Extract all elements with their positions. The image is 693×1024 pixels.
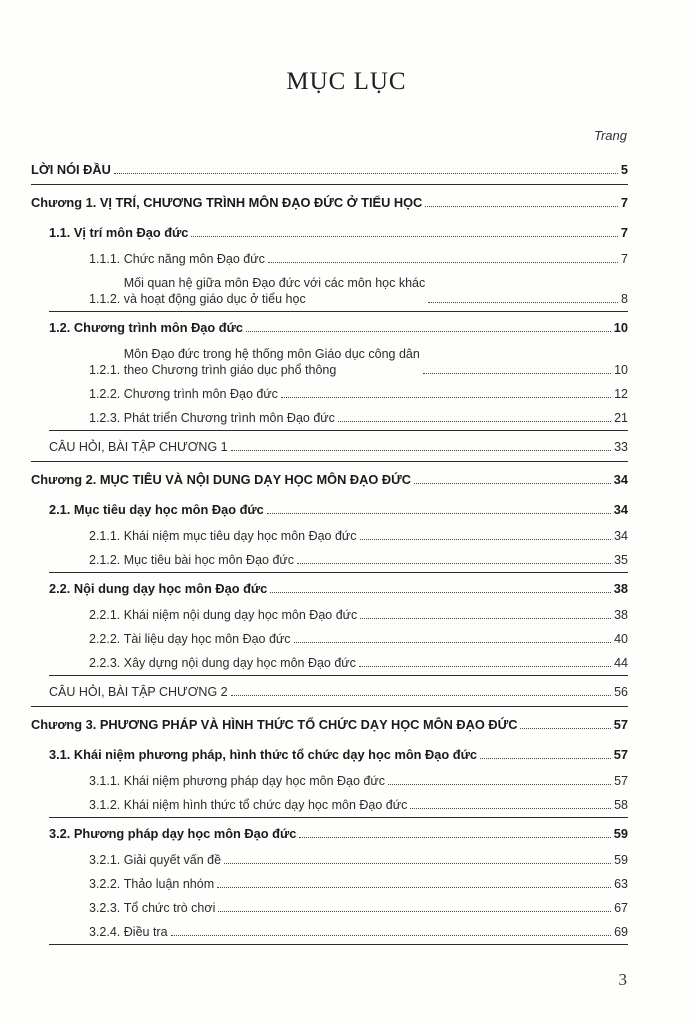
entry-page: 10 [614, 363, 628, 377]
entry-number: 2.2.2. [89, 632, 121, 646]
chapter-block [31, 462, 628, 707]
toc-entry-subsection[interactable] [49, 406, 628, 430]
dot-leader [246, 331, 611, 332]
dot-leader [360, 618, 611, 619]
entry-page: 57 [614, 774, 628, 788]
dot-leader [114, 173, 618, 174]
entry-title [124, 528, 357, 544]
entry-title-line: Giải quyết vấn đề [123, 853, 222, 867]
entry-number: 1.1.2. [89, 292, 121, 306]
entry-number: 3.1.2. [89, 798, 121, 812]
entry-title [124, 631, 291, 647]
dot-leader [299, 837, 610, 838]
entry-page: 59 [613, 826, 628, 841]
toc-entry-section[interactable] [49, 573, 628, 603]
dot-leader [218, 911, 611, 912]
entry-page: 57 [613, 717, 628, 732]
entry-page: 38 [614, 608, 628, 622]
entry-title-line: Điều tra [123, 925, 168, 939]
entry-number: 2.1.2. [89, 553, 121, 567]
entry-number: 3.2.4. [89, 925, 121, 939]
entry-page: 5 [620, 162, 628, 177]
entry-title-line: Mối quan hệ giữa môn Đạo đức với các môn học khác [123, 276, 426, 290]
entry-title [124, 410, 335, 426]
entry-title [124, 900, 216, 916]
entry-number: 1.2.3. [89, 411, 121, 425]
dot-leader [294, 642, 612, 643]
entry-title: Chương 3. PHƯƠNG PHÁP VÀ HÌNH THỨC TỔ CHỨC DẠY HỌC MÔN ĐẠO ĐỨC [31, 717, 518, 732]
toc-entry-subsection[interactable] [49, 848, 628, 872]
entry-title-line: Khái niệm phương pháp dạy học môn Đạo đức [123, 774, 385, 788]
toc-entry-subsection[interactable] [49, 342, 628, 382]
section-block [49, 217, 628, 312]
entry-title-line: Môn Đạo đức trong hệ thống môn Giáo dục công dân [123, 347, 420, 361]
entry-title [124, 797, 408, 813]
toc-entry-section[interactable] [49, 217, 628, 247]
entry-page: 63 [614, 877, 628, 891]
dot-leader [297, 563, 611, 564]
entry-number: 3.1.1. [89, 774, 121, 788]
entry-title: 2.1. Mục tiêu dạy học môn Đạo đức [49, 502, 264, 517]
entry-number: 2.1.1. [89, 529, 121, 543]
toc-entry-chapter[interactable] [31, 707, 628, 739]
toc-entry-subsection[interactable] [49, 793, 628, 817]
dot-leader [359, 666, 611, 667]
entry-page: 34 [613, 472, 628, 487]
entry-title-line: Mục tiêu bài học môn Đạo đức [123, 553, 295, 567]
dot-leader [360, 539, 612, 540]
entry-page: 34 [614, 529, 628, 543]
toc-entry-intro[interactable] [31, 152, 628, 184]
entry-page: 38 [613, 581, 628, 596]
entry-number: 1.2.1. [89, 363, 121, 377]
entry-number: 1.2.2. [89, 387, 121, 401]
chapter-block [31, 707, 628, 945]
entry-title-line: Phát triển Chương trình môn Đạo đức [123, 411, 335, 425]
section-block [49, 494, 628, 573]
entry-title [124, 275, 425, 307]
entry-title: 2.2. Nội dung dạy học môn Đạo đức [49, 581, 268, 596]
dot-leader [231, 450, 611, 451]
dot-leader [414, 483, 611, 484]
section-block [49, 573, 628, 676]
entry-title-line: Xây dựng nội dung dạy học môn Đạo đức [123, 656, 356, 670]
toc-entry-subsection[interactable] [49, 548, 628, 572]
entry-page: 40 [614, 632, 628, 646]
toc-entry-subsection[interactable] [49, 769, 628, 793]
entry-page: 69 [614, 925, 628, 939]
dot-leader [338, 421, 611, 422]
entry-title-line: Khái niệm hình thức tổ chức dạy học môn Đạo đức [123, 798, 408, 812]
entry-title [124, 607, 358, 623]
entry-title [124, 251, 265, 267]
toc-entry-section[interactable] [49, 494, 628, 524]
page-title: MỤC LỤC [286, 68, 407, 95]
entry-title-line: và hoạt động giáo dục ở tiểu học [123, 292, 306, 306]
toc-entry-questions[interactable] [49, 431, 628, 461]
entry-page: 33 [614, 440, 628, 454]
entry-title [124, 655, 356, 671]
dot-leader [270, 592, 610, 593]
entry-title: Chương 1. VỊ TRÍ, CHƯƠNG TRÌNH MÔN ĐẠO ĐỨC Ở TIỂU HỌC [31, 195, 423, 210]
entry-title-line: Khái niệm mục tiêu dạy học môn Đạo đức [123, 529, 357, 543]
entry-title-line: Tài liệu dạy học môn Đạo đức [123, 632, 291, 646]
entry-title: CÂU HỎI, BÀI TẬP CHƯƠNG 2 [49, 685, 228, 699]
dot-leader [428, 302, 618, 303]
intro-block [31, 152, 628, 185]
entry-page: 10 [613, 320, 628, 335]
page-column-label: Trang [594, 128, 627, 143]
question-block [49, 676, 628, 706]
toc-entry-subsection[interactable] [49, 872, 628, 896]
entry-number: 1.1.1. [89, 252, 121, 266]
section-block [49, 818, 628, 945]
entry-title [124, 552, 294, 568]
dot-leader [425, 206, 618, 207]
section-block [49, 312, 628, 431]
entry-title-line: Chức năng môn Đạo đức [123, 252, 265, 266]
entry-title-line: Khái niệm nội dung dạy học môn Đạo đức [123, 608, 358, 622]
entry-number: 3.2.3. [89, 901, 121, 915]
dot-leader [231, 695, 611, 696]
entry-number: 2.2.3. [89, 656, 121, 670]
dot-leader [267, 513, 611, 514]
entry-number: 3.2.1. [89, 853, 121, 867]
entry-title: 1.1. Vị trí môn Đạo đức [49, 225, 189, 240]
dot-leader [224, 863, 611, 864]
entry-title [124, 773, 385, 789]
section-block [49, 739, 628, 818]
entry-page: 7 [620, 225, 628, 240]
entry-title [124, 876, 214, 892]
chapter-block [31, 185, 628, 462]
entry-title: 1.2. Chương trình môn Đạo đức [49, 320, 243, 335]
toc-entry-subsection[interactable] [49, 271, 628, 311]
toc-entry-subsection[interactable] [49, 382, 628, 406]
dot-leader [217, 887, 611, 888]
entry-number: 3.2.2. [89, 877, 121, 891]
entry-page: 57 [613, 747, 628, 762]
entry-page: 56 [614, 685, 628, 699]
entry-title [124, 924, 168, 940]
entry-page: 12 [614, 387, 628, 401]
dot-leader [410, 808, 611, 809]
page-number: 3 [618, 970, 627, 989]
toc-entry-subsection[interactable] [49, 603, 628, 627]
toc-entry-chapter[interactable] [31, 185, 628, 217]
dot-leader [171, 935, 612, 936]
toc-entry-subsection[interactable] [49, 627, 628, 651]
entry-page: 34 [613, 502, 628, 517]
entry-page: 67 [614, 901, 628, 915]
entry-title-line: Chương trình môn Đạo đức [123, 387, 278, 401]
entry-title: Chương 2. MỤC TIÊU VÀ NỘI DUNG DẠY HỌC MÔN ĐẠO ĐỨC [31, 472, 411, 487]
entry-page: 21 [614, 411, 628, 425]
entry-title: 3.1. Khái niệm phương pháp, hình thức tổ chức dạy học môn Đạo đức [49, 747, 477, 762]
dot-leader [423, 373, 611, 374]
question-block [49, 431, 628, 461]
toc-entry-subsection[interactable] [49, 247, 628, 271]
entry-title: 3.2. Phương pháp dạy học môn Đạo đức [49, 826, 297, 841]
dot-leader [480, 758, 611, 759]
entry-number: 2.2.1. [89, 608, 121, 622]
toc-entry-subsection[interactable] [49, 896, 628, 920]
dot-leader [388, 784, 611, 785]
entry-page: 8 [621, 292, 628, 306]
toc-entry-subsection[interactable] [49, 920, 628, 944]
toc-entry-section[interactable] [49, 312, 628, 342]
toc-entry-section[interactable] [49, 739, 628, 769]
dot-leader [191, 236, 617, 237]
entry-title [124, 386, 278, 402]
entry-page: 7 [621, 252, 628, 266]
toc-entry-questions[interactable] [49, 676, 628, 706]
entry-title: CÂU HỎI, BÀI TẬP CHƯƠNG 1 [49, 440, 228, 454]
entry-page: 44 [614, 656, 628, 670]
entry-title [124, 346, 420, 378]
entry-page: 35 [614, 553, 628, 567]
entry-page: 7 [620, 195, 628, 210]
toc-entry-subsection[interactable] [49, 651, 628, 675]
dot-leader [268, 262, 618, 263]
entry-page: 58 [614, 798, 628, 812]
toc-entry-subsection[interactable] [49, 524, 628, 548]
dot-leader [281, 397, 611, 398]
table-of-contents [31, 152, 628, 945]
entry-title: LỜI NÓI ĐẦU [31, 162, 111, 177]
toc-entry-chapter[interactable] [31, 462, 628, 494]
entry-page: 59 [614, 853, 628, 867]
entry-title-line: Tổ chức trò chơi [123, 901, 216, 915]
entry-title-line: theo Chương trình giáo dục phổ thông [123, 363, 337, 377]
entry-title [124, 852, 221, 868]
toc-entry-section[interactable] [49, 818, 628, 848]
dot-leader [520, 728, 610, 729]
entry-title-line: Thảo luận nhóm [123, 877, 215, 891]
